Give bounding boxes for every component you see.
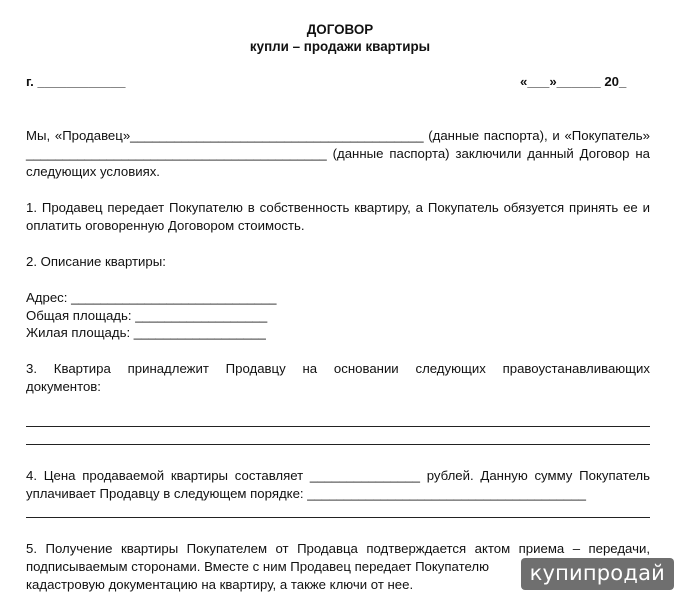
- clause-5-line-3: кадастровую документацию на квартиру, а также ключи от нее.: [26, 577, 414, 592]
- clause-4-line-1: 4. Цена продаваемой квартиры составляет _______________ рублей. Данную сумму Покупатель: [26, 468, 650, 483]
- clause-1-line-2: оплатить оговоренную Договором стоимость.: [26, 218, 305, 233]
- city-field: г. ____________: [26, 74, 126, 89]
- document-subtitle: купли – продажи квартиры: [249, 39, 431, 54]
- blank-line-3: [26, 517, 650, 518]
- date-field: «___»______ 20_: [520, 74, 627, 89]
- intro-line-3: следующих условиях.: [26, 164, 160, 179]
- clause-3-line-2: документов:: [26, 379, 101, 394]
- clause-2-heading: 2. Описание квартиры:: [26, 254, 166, 269]
- clause-4-line-2: уплачивает Продавцу в следующем порядке: ______________________________________: [26, 486, 586, 501]
- address-field: Адрес: ____________________________: [26, 290, 277, 305]
- total-area-field: Общая площадь: __________________: [26, 308, 268, 323]
- document-title: ДОГОВОР: [306, 22, 374, 37]
- clause-5-line-1: 5. Получение квартиры Покупателем от Продавца подтверждается актом приема – передачи,: [26, 541, 650, 556]
- intro-line-1: Мы, «Продавец»________________________________________ (данные паспорта), и «Покупатель»: [26, 128, 650, 143]
- intro-line-2: _________________________________________ (данные паспорта) заключили данный Договор на: [26, 146, 650, 161]
- clause-1-line-1: 1. Продавец передает Покупателю в собственность квартиру, а Покупатель обязуется принять ее и: [26, 200, 650, 215]
- blank-line-2: [26, 444, 650, 445]
- living-area-field: Жилая площадь: __________________: [26, 325, 266, 340]
- clause-5-line-2: подписываемым сторонами. Вместе с ним Продавец передает Покупателю: [26, 559, 489, 574]
- site-watermark: купипродай: [521, 558, 674, 590]
- clause-3-line-1: 3. Квартира принадлежит Продавцу на основании следующих правоустанавливающих: [26, 361, 650, 376]
- blank-line-1: [26, 426, 650, 427]
